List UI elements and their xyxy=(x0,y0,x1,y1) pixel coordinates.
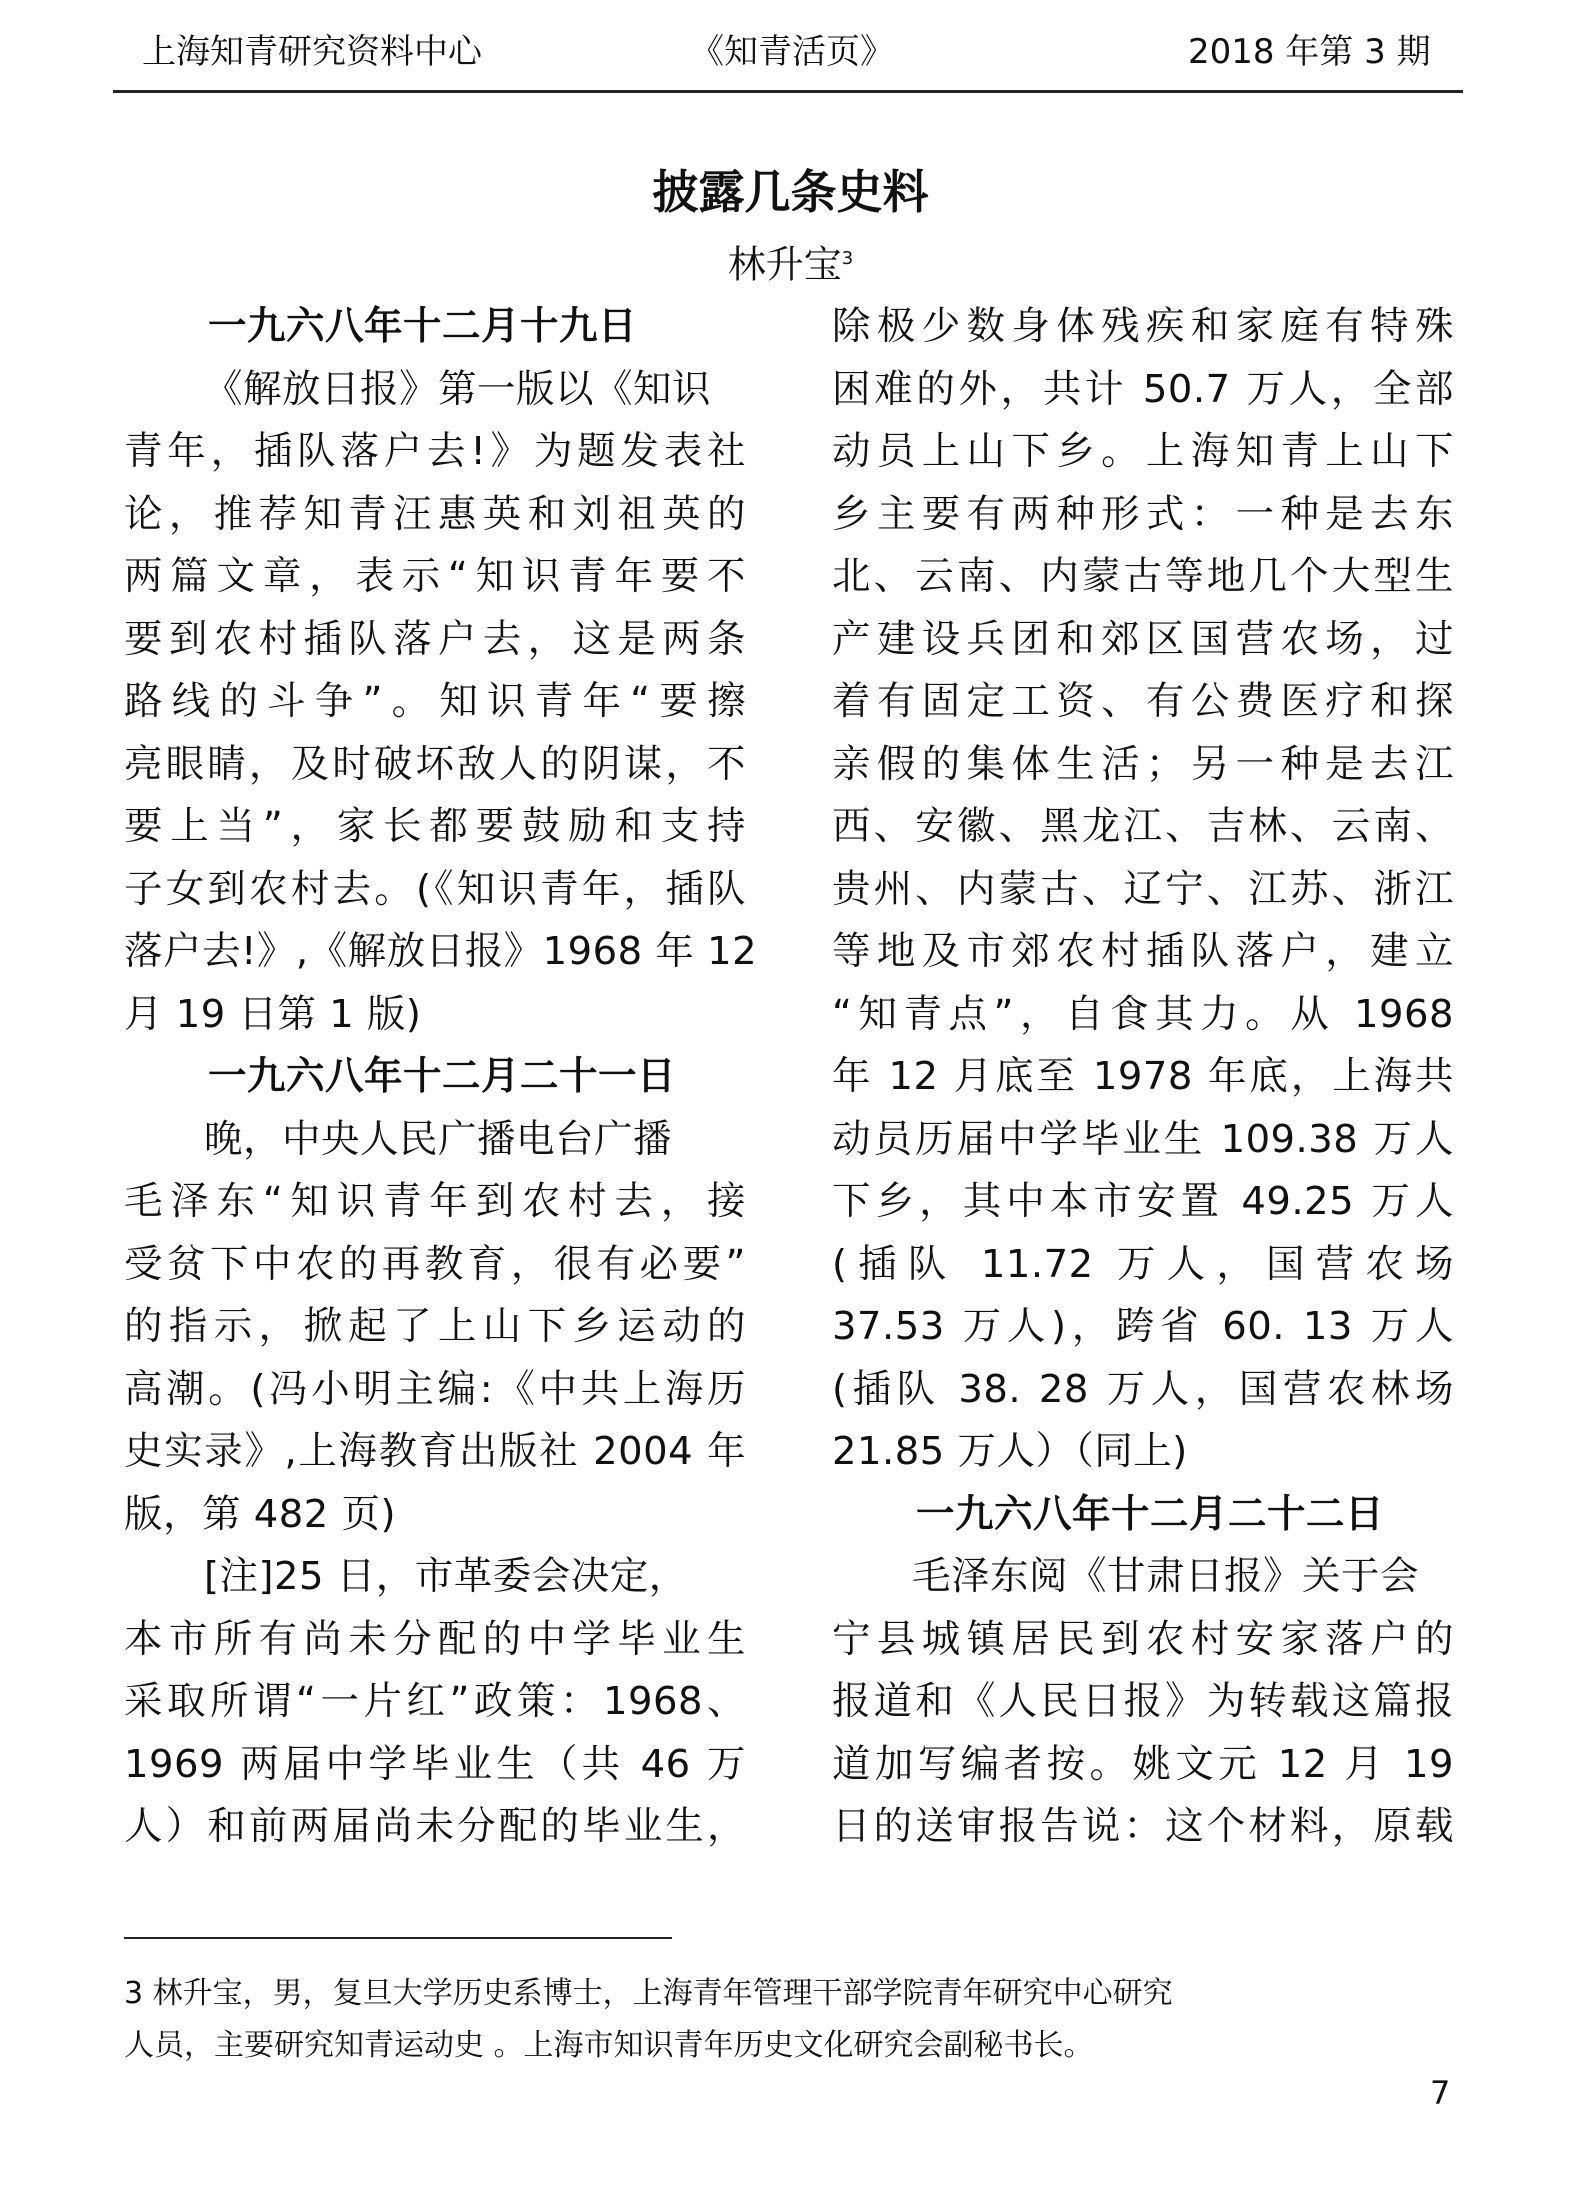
text-line: 路线的斗争”。知识青年“要擦 xyxy=(124,679,746,724)
footnote xyxy=(124,1968,1464,2072)
footnote-line: 人员，主要研究知青运动史 。上海市知识青年历史文化研究会副秘书长。 xyxy=(124,2028,1094,2063)
page-number: 7 xyxy=(1430,2074,1451,2112)
text-line: 《解放日报》第一版以《知识 xyxy=(204,366,712,412)
date-heading: 一九六八年十二月十九日 xyxy=(208,304,638,349)
text-line: 落户去!》,《解放日报》1968 年 12 xyxy=(124,929,758,974)
text-line: (插队 38. 28 万人，国营农林场 xyxy=(832,1366,1454,1412)
text-line: 亲假的集体生活；另一种是去江 xyxy=(832,741,1454,787)
header-issue: 2018 年第 3 期 xyxy=(1188,32,1431,72)
text-line: 下乡，其中本市安置 49.25 万人 xyxy=(832,1179,1454,1224)
left-column xyxy=(124,296,758,1859)
text-line: 要到农村插队落户去，这是两条 xyxy=(124,616,746,662)
text-line: 贵州、内蒙古、辽宁、江苏、浙江 xyxy=(832,866,1454,912)
text-line: 亮眼睛，及时破坏敌人的阴谋，不 xyxy=(124,741,746,787)
text-line: “知青点”，自食其力。从 1968 xyxy=(832,991,1454,1037)
text-line: 毛泽东阅《甘肃日报》关于会 xyxy=(912,1554,1420,1599)
text-line: 动员历届中学毕业生 109.38 万人 xyxy=(832,1116,1454,1162)
header-rule xyxy=(113,90,1463,93)
text-line: 37.53 万人)，跨省 60. 13 万人 xyxy=(832,1304,1454,1349)
text-line: 受贫下中农的再教育，很有必要” xyxy=(124,1241,746,1287)
text-line: 21.85 万人）（同上) xyxy=(832,1429,1188,1474)
text-line: 年 12 月底至 1978 年底，上海共 xyxy=(832,1054,1454,1099)
footnote-rule xyxy=(124,1937,672,1939)
article-author: 林升宝 xyxy=(727,242,842,287)
text-line: 采取所谓“一片红”政策：1968、 xyxy=(124,1679,746,1724)
text-line: 高潮。(冯小明主编:《中共上海历 xyxy=(124,1366,746,1412)
article-author-line xyxy=(0,234,1581,290)
header-journal-title: 《知青活页》 xyxy=(690,32,894,72)
footnote-line: 3 林升宝，男，复旦大学历史系博士，上海青年管理干部学院青年研究中心研究 xyxy=(124,1976,1173,2011)
text-line: 着有固定工资、有公费医疗和探 xyxy=(832,679,1454,724)
text-line: 两篇文章，表示“知识青年要不 xyxy=(124,554,746,599)
text-line: 晚，中央人民广播电台广播 xyxy=(204,1116,673,1162)
text-line: 除极少数身体残疾和家庭有特殊 xyxy=(832,304,1454,349)
text-line: 动员上山下乡。上海知青上山下 xyxy=(832,429,1454,474)
right-column xyxy=(832,296,1454,1859)
text-line: 道加写编者按。姚文元 12 月 19 xyxy=(832,1741,1454,1787)
text-line: 青年，插队落户去!》为题发表社 xyxy=(124,429,746,474)
header-publisher: 上海知青研究资料中心 xyxy=(142,32,482,72)
text-line: 日的送审报告说：这个材料，原载 xyxy=(832,1804,1454,1849)
text-line: [注]25 日，市革委会决定， xyxy=(204,1554,688,1599)
text-line: 史实录》,上海教育出版社 2004 年 xyxy=(124,1429,746,1474)
text-line: 毛泽东“知识青年到农村去，接 xyxy=(124,1179,746,1224)
text-line: 月 19 日第 1 版) xyxy=(124,991,422,1037)
date-heading: 一九六八年十二月二十一日 xyxy=(208,1054,677,1099)
author-footnote-mark: 3 xyxy=(841,248,854,269)
text-line: 要上当”，家长都要鼓励和支持 xyxy=(124,804,746,849)
text-line: 乡主要有两种形式：一种是去东 xyxy=(832,491,1454,537)
text-line: 报道和《人民日报》为转载这篇报 xyxy=(832,1679,1454,1724)
text-line: 困难的外，共计 50.7 万人，全部 xyxy=(832,366,1454,412)
text-line: 的指示，掀起了上山下乡运动的 xyxy=(124,1304,746,1349)
text-line: 西、安徽、黑龙江、吉林、云南、 xyxy=(832,804,1454,849)
date-heading: 一九六八年十二月二十二日 xyxy=(916,1491,1385,1537)
text-line: 等地及市郊农村插队落户，建立 xyxy=(832,929,1454,974)
text-line: 宁县城镇居民到农村安家落户的 xyxy=(832,1616,1454,1662)
text-line: 产建设兵团和郊区国营农场，过 xyxy=(832,616,1454,662)
text-line: 版，第 482 页) xyxy=(124,1491,396,1537)
text-line: 本市所有尚未分配的中学毕业生 xyxy=(124,1616,746,1662)
text-line: 论，推荐知青汪惠英和刘祖英的 xyxy=(124,491,746,537)
text-line: (插队 11.72 万人，国营农场 xyxy=(832,1241,1454,1287)
text-line: 北、云南、内蒙古等地几个大型生 xyxy=(832,554,1454,599)
article-title: 披露几条史料 xyxy=(652,165,929,219)
text-line: 人）和前两届尚未分配的毕业生， xyxy=(124,1804,746,1849)
text-line: 1969 两届中学毕业生（共 46 万 xyxy=(124,1741,746,1787)
text-line: 子女到农村去。(《知识青年，插队 xyxy=(124,866,746,912)
